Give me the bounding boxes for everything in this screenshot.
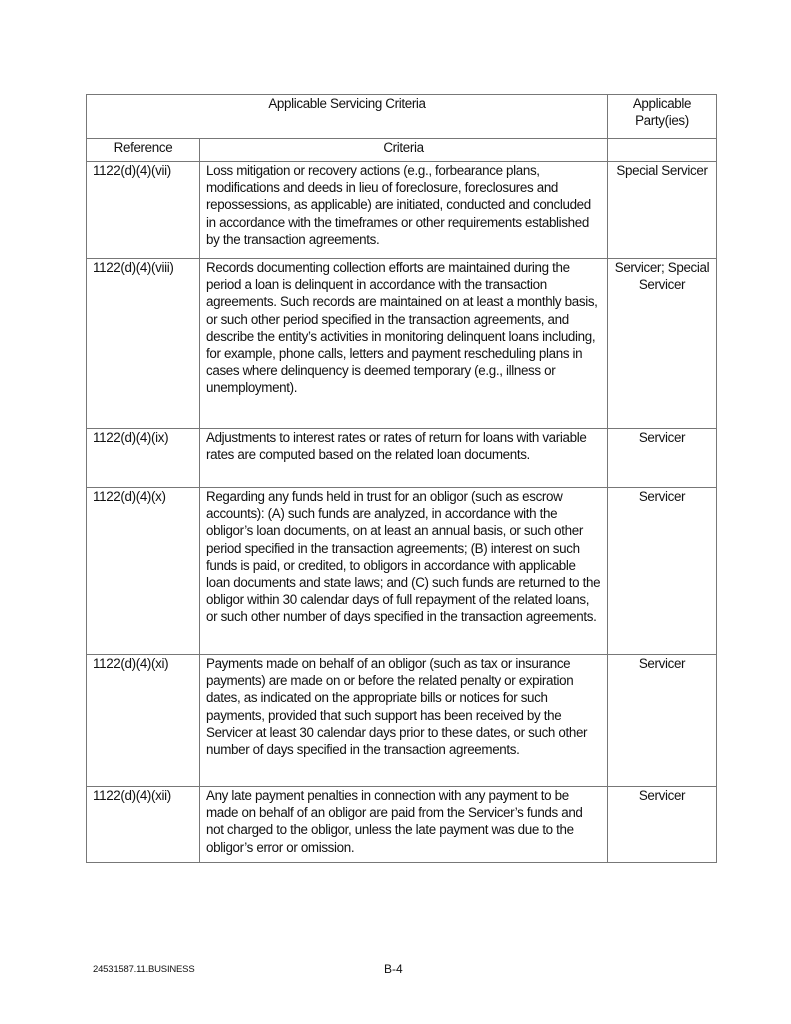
footer-document-id: 24531587.11.BUSINESS [93, 964, 195, 975]
criteria-cell: Adjustments to interest rates or rates of return for loans with variable rates are computed based on the related loan documents. [200, 429, 608, 488]
party-cell: Special Servicer [608, 162, 717, 259]
reference-cell: 1122(d)(4)(xi) [87, 655, 200, 787]
table-subheader-row [87, 139, 717, 162]
table-row [87, 488, 717, 655]
party-cell: Servicer [608, 488, 717, 655]
party-cell: Servicer; Special Servicer [608, 259, 717, 429]
criteria-cell: Regarding any funds held in trust for an obligor (such as escrow accounts): (A) such funds are analyzed, in accordance with the obligor’s loan documents, on at least an annual basis, or such other period specified in the transaction agreements; (B) interest on such funds is paid, or credited, to obligors in accordance with applicable loan documents and state laws; and (C) such funds are returned to the obligor within 30 calendar days of full repayment of the related loans, or such other number of days specified in the transaction agreements. [200, 488, 608, 655]
criteria-cell: Loss mitigation or recovery actions (e.g., forbearance plans, modifications and deeds in lieu of foreclosure, foreclosures and repossessions, as applicable) are initiated, conducted and concluded in accordance with the timeframes or other requirements established by the transaction agreements. [200, 162, 608, 259]
party-cell: Servicer [608, 429, 717, 488]
party-cell: Servicer [608, 787, 717, 863]
header-reference: Reference [87, 139, 200, 162]
reference-cell: 1122(d)(4)(viii) [87, 259, 200, 429]
table-header-row [87, 95, 717, 139]
criteria-cell: Payments made on behalf of an obligor (such as tax or insurance payments) are made on or before the related penalty or expiration dates, as indicated on the appropriate bills or notices for such payments, provided that such support has been received by the Servicer at least 30 calendar days prior to these dates, or such other number of days specified in the transaction agreements. [200, 655, 608, 787]
servicing-criteria-table [86, 94, 717, 863]
reference-cell: 1122(d)(4)(ix) [87, 429, 200, 488]
table-row [87, 787, 717, 863]
header-applicable-parties: Applicable Party(ies) [608, 95, 717, 139]
footer-page-number: B-4 [384, 962, 403, 976]
party-cell: Servicer [608, 655, 717, 787]
reference-cell: 1122(d)(4)(xii) [87, 787, 200, 863]
table-row [87, 259, 717, 429]
table-row [87, 429, 717, 488]
reference-cell: 1122(d)(4)(x) [87, 488, 200, 655]
header-party-blank [608, 139, 717, 162]
criteria-cell: Any late payment penalties in connection with any payment to be made on behalf of an obligor are paid from the Servicer’s funds and not charged to the obligor, unless the late payment was due to the obligor’s error or omission. [200, 787, 608, 863]
header-criteria: Criteria [200, 139, 608, 162]
header-servicing-criteria: Applicable Servicing Criteria [87, 95, 608, 139]
reference-cell: 1122(d)(4)(vii) [87, 162, 200, 259]
table-row [87, 655, 717, 787]
criteria-cell: Records documenting collection efforts are maintained during the period a loan is delinquent in accordance with the transaction agreements. Such records are maintained on at least a monthly basis, or such other period specified in the transaction agreements, and describe the entity’s activities in monitoring delinquent loans including, for example, phone calls, letters and payment rescheduling plans in cases where delinquency is deemed temporary (e.g., illness or unemployment). [200, 259, 608, 429]
table-row [87, 162, 717, 259]
